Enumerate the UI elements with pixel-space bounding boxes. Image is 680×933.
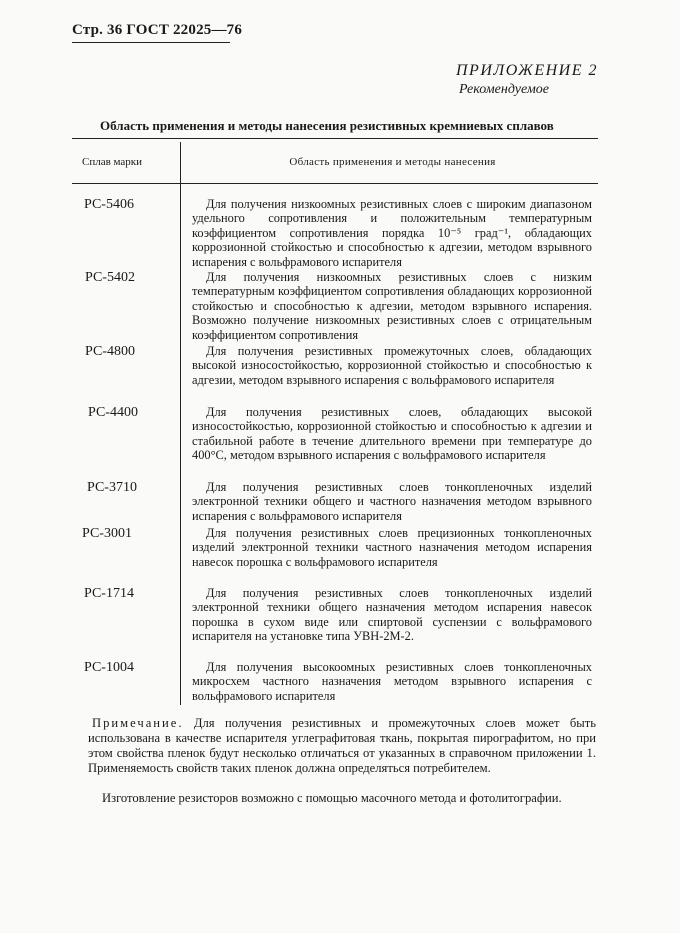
alloy-description: Для получения низкоомных резистивных слоев с широким диапазоном удельного сопротивления и положительным температурным коэффициентом сопротивления порядка 10⁻⁵ град⁻¹, обладающих коррозионной стойкостью и способностью к адгезии, методом взрывного испарения с вольфрамового испарителя: [192, 197, 592, 269]
note-paragraph: [88, 716, 596, 776]
alloy-description: Для получения низкоомных резистивных слоев с низким температурным коэффициентом сопротивления обладающих коррозионной стойкостью и способностью к адгезии, методом взрывного испарения. Возможно получение низкоомных резистивных слоев с отрицательным коэффициентом сопротивления: [192, 270, 592, 342]
note-text: Для получения резистивных и промежуточных слоев может быть использована в качестве испарителя углеграфитовая ткань, покрытая пирографитом, но при этом свойства пленок будут несколько отличаться от указанных в справочном приложении 1. Применяемость свойств таких пленок должна определяться потребителем.: [88, 716, 596, 775]
alloy-code: РС-4800: [85, 344, 135, 359]
page-header: Стр. 36 ГОСТ 22025—76: [72, 22, 243, 38]
appendix-status: Рекомендуемое: [459, 82, 549, 97]
header-rule: [72, 42, 230, 43]
alloy-description: Для получения резистивных промежуточных слоев, обладающих высокой износостойкостью, коррозионной стойкостью и способностью к адгезии, методом взрывного испарения с вольфрамового испарителя: [192, 344, 592, 387]
alloy-description: Для получения резистивных слоев прецизионных тонкопленочных изделий электронной техники частного назначения методом испарения навесок порошка с вольфрамового испарителя: [192, 526, 592, 569]
alloy-code: РС-4400: [88, 405, 138, 420]
alloy-code: РС-5406: [84, 197, 134, 212]
alloy-description: Для получения резистивных слоев тонкопленочных изделий электронной техники общего назначения методом испарения навесок порошка в сухом виде или спиртовой суспензии с вольфрамового испарителя на установке типа УВН-2М-2.: [192, 586, 592, 644]
column-header-application: Область применения и методы нанесения: [289, 156, 496, 168]
note-extra: Изготовление резисторов возможно с помощью масочного метода и фотолитографии.: [102, 791, 562, 805]
column-header-alloy: Сплав марки: [82, 156, 143, 168]
alloy-description: Для получения резистивных слоев тонкопленочных изделий электронной техники общего и частного назначения методом взрывного испарения с вольфрамового испарителя: [192, 480, 592, 523]
table-top-rule: [72, 138, 598, 139]
alloy-description: Для получения резистивных слоев, обладающих высокой износостойкостью, коррозионной стойкостью и способностью к адгезии и стабильной работе в течение длительного времени при температуре до 400°С, методом взрывного испарения с вольфрамового испарителя: [192, 405, 592, 463]
alloy-code: РС-5402: [85, 270, 135, 285]
note-label: Примечание.: [92, 716, 184, 730]
alloy-description: Для получения высокоомных резистивных слоев тонкопленочных микросхем частного назначения методом взрывного испарения с вольфрамового испарителя: [192, 660, 592, 703]
table-header-rule: [72, 183, 598, 184]
appendix-title: ПРИЛОЖЕНИЕ 2: [456, 62, 598, 79]
table-column-divider: [180, 142, 181, 705]
alloy-code: РС-1714: [84, 586, 134, 601]
alloy-code: РС-3710: [87, 480, 137, 495]
table-title: Область применения и методы нанесения резистивных кремниевых сплавов: [100, 118, 554, 133]
alloy-code: РС-3001: [82, 526, 132, 541]
alloy-code: РС-1004: [84, 660, 134, 675]
